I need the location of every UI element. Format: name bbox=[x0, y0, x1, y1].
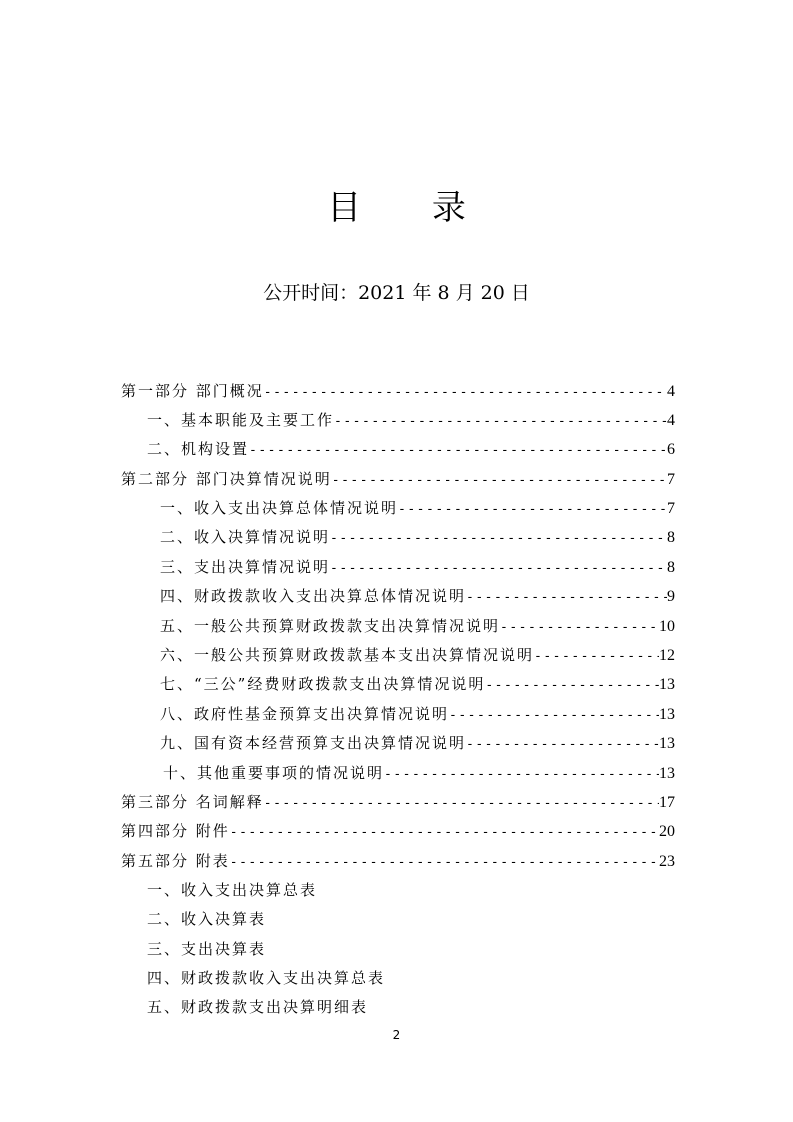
toc-entry[interactable] bbox=[160, 494, 675, 523]
toc-leader bbox=[330, 524, 667, 553]
toc-entry[interactable] bbox=[160, 641, 675, 670]
toc-entry[interactable] bbox=[121, 377, 675, 406]
toc-entry[interactable] bbox=[121, 465, 675, 494]
toc-entry[interactable] bbox=[160, 670, 675, 699]
toc-entry[interactable] bbox=[160, 700, 675, 729]
toc-entry[interactable] bbox=[160, 612, 675, 641]
page-number: 2 bbox=[392, 1028, 401, 1042]
toc-leader bbox=[264, 378, 667, 407]
toc-entry-page: 6 bbox=[667, 441, 675, 458]
toc-leader bbox=[249, 436, 667, 465]
toc-entry-page: 12 bbox=[659, 647, 675, 664]
publish-date: 公开时间：2021 年 8 月 20 日 bbox=[263, 282, 530, 304]
appendix-table-item: 三、支出决算表 bbox=[147, 940, 267, 958]
toc-entry[interactable] bbox=[160, 523, 675, 552]
toc-entry-label: 第五部分 附表 bbox=[121, 852, 230, 870]
toc-entry-page: 13 bbox=[659, 735, 675, 752]
toc-entry-label: 二、收入决算情况说明 bbox=[160, 528, 331, 546]
toc-leader bbox=[384, 760, 659, 789]
appendix-table-item: 四、财政拨款收入支出决算总表 bbox=[147, 969, 386, 987]
toc-entry[interactable] bbox=[121, 817, 675, 846]
toc-entry-label: 一、基本职能及主要工作 bbox=[147, 411, 335, 429]
page-title: 目 录 bbox=[327, 188, 496, 228]
toc-entry[interactable] bbox=[163, 759, 675, 788]
toc-entry-page: 13 bbox=[659, 676, 675, 693]
appendix-table-item: 二、收入决算表 bbox=[147, 910, 267, 928]
toc-entry-label: 八、政府性基金预算支出决算情况说明 bbox=[160, 705, 450, 723]
toc-entry[interactable] bbox=[160, 729, 675, 758]
toc-entry-label: 第三部分 名词解释 bbox=[121, 793, 264, 811]
toc-entry-page: 13 bbox=[659, 765, 675, 782]
toc-entry-label: 一、收入支出决算总体情况说明 bbox=[160, 499, 399, 517]
toc-leader bbox=[500, 613, 659, 642]
toc-entry-page: 4 bbox=[667, 383, 675, 400]
toc-entry[interactable] bbox=[147, 406, 675, 435]
toc-leader bbox=[330, 554, 667, 583]
toc-leader bbox=[449, 701, 659, 730]
toc-entry[interactable] bbox=[160, 553, 675, 582]
toc-leader bbox=[230, 818, 659, 847]
toc-entry-page: 9 bbox=[667, 588, 675, 605]
toc-entry-page: 10 bbox=[659, 618, 675, 635]
toc-leader bbox=[534, 642, 659, 671]
toc-entry-label: 第一部分 部门概况 bbox=[121, 382, 264, 400]
toc-leader bbox=[264, 789, 659, 818]
toc-entry-label: 三、支出决算情况说明 bbox=[160, 558, 331, 576]
toc-entry-page: 8 bbox=[667, 559, 675, 576]
toc-entry-page: 8 bbox=[667, 529, 675, 546]
toc-leader bbox=[466, 583, 667, 612]
toc-entry-page: 7 bbox=[667, 500, 675, 517]
toc-leader bbox=[334, 407, 667, 436]
toc-entry-page: 7 bbox=[667, 471, 675, 488]
toc-entry-label: 第二部分 部门决算情况说明 bbox=[121, 470, 332, 488]
toc-entry-label: 十、其他重要事项的情况说明 bbox=[163, 764, 385, 782]
appendix-table-item: 五、财政拨款支出决算明细表 bbox=[147, 998, 369, 1016]
toc-entry[interactable] bbox=[121, 788, 675, 817]
toc-leader bbox=[466, 730, 659, 759]
toc-leader bbox=[485, 671, 659, 700]
toc-entry-page: 20 bbox=[659, 823, 675, 840]
toc-entry[interactable] bbox=[160, 582, 675, 611]
toc-entry-page: 17 bbox=[659, 794, 675, 811]
toc-leader bbox=[230, 848, 659, 877]
toc-entry-label: 五、一般公共预算财政拨款支出决算情况说明 bbox=[160, 617, 501, 635]
toc-entry-label: 四、财政拨款收入支出决算总体情况说明 bbox=[160, 587, 467, 605]
appendix-table-item: 一、收入支出决算总表 bbox=[147, 881, 318, 899]
toc-entry-label: 二、机构设置 bbox=[147, 440, 250, 458]
toc-entry-page: 4 bbox=[667, 412, 675, 429]
toc-entry-label: 第四部分 附件 bbox=[121, 822, 230, 840]
toc-entry-label: 六、一般公共预算财政拨款基本支出决算情况说明 bbox=[160, 646, 535, 664]
toc-entry-label: 九、国有资本经营预算支出决算情况说明 bbox=[160, 734, 467, 752]
toc-entry[interactable] bbox=[147, 435, 675, 464]
toc-entry-label: 七、“三公”经费财政拨款支出决算情况说明 bbox=[160, 675, 486, 693]
toc-leader bbox=[332, 466, 667, 495]
toc-entry-page: 13 bbox=[659, 706, 675, 723]
toc-leader bbox=[398, 495, 667, 524]
toc-entry-page: 23 bbox=[659, 853, 675, 870]
toc-entry[interactable] bbox=[121, 847, 675, 876]
